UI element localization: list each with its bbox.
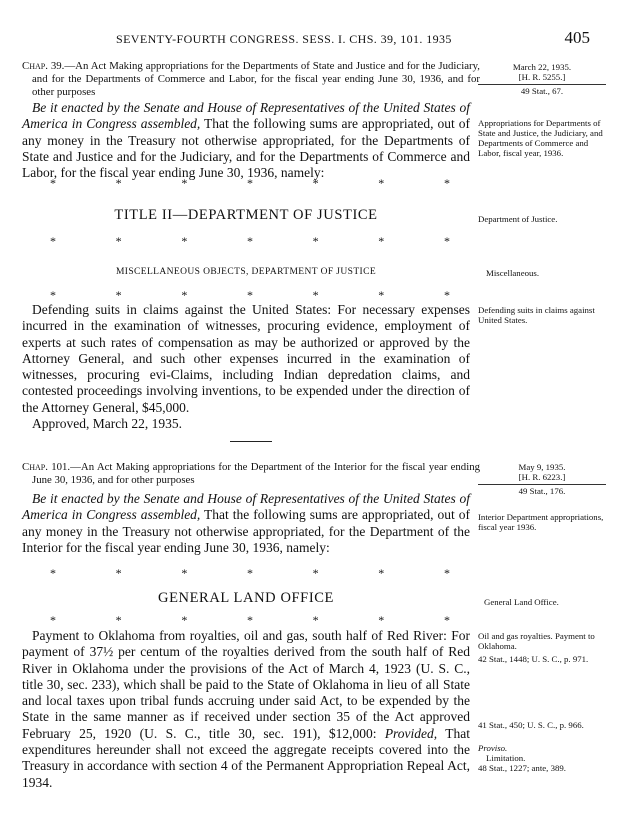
ch101-margin-date: May 9, 1935. bbox=[518, 462, 566, 472]
star: * bbox=[115, 566, 122, 580]
star: * bbox=[115, 288, 122, 302]
ch101-margin-meta bbox=[478, 462, 606, 496]
star: * bbox=[181, 234, 188, 248]
ch101-margin-proviso-block bbox=[478, 743, 606, 773]
ch39-enacting-clause bbox=[22, 100, 470, 181]
star: * bbox=[443, 566, 450, 580]
ch101-margin-41stat: 41 Stat., 450; U. S. C., p. 966. bbox=[478, 720, 584, 730]
ch101-margin-42stat: 42 Stat., 1448; U. S. C., p. 971. bbox=[478, 654, 589, 664]
ch101-caption-text: —An Act Making appropriations for the Department of the Interior for the fiscal year ending June 30, 1936, and for other purposes bbox=[32, 461, 481, 486]
ch39-enact-rest: That the following sums are appropriated, out of any money in the Treasury not otherwise appropriated, for the Departments of State and Justice and for the Judiciary, and for the Departments of Commerce and Labor, for the fiscal year ending June 30, 1936, namely: bbox=[22, 116, 470, 181]
star: * bbox=[50, 176, 56, 190]
star: * bbox=[378, 288, 385, 302]
running-head: SEVENTY-FOURTH CONGRESS. SESS. I. CHS. 39, 101. 1935 bbox=[116, 32, 452, 46]
star: * bbox=[50, 234, 56, 248]
ch101-margin-proviso: Proviso. bbox=[478, 743, 508, 753]
ch39-margin-bill: [H. R. 5255.] bbox=[518, 72, 566, 82]
stars-row bbox=[50, 289, 450, 301]
ch101-caption bbox=[22, 461, 480, 487]
star: * bbox=[50, 566, 56, 580]
ch101-proviso-rest: That expenditures hereunder shall not exceed the aggregate receipts covered into the Treasury in accordance with section 4 of the Permanent Appropriation Repeal Act, 1934. bbox=[22, 725, 471, 790]
ch39-margin-doj: Department of Justice. bbox=[478, 214, 558, 224]
ch39-body: Defending suits in claims against the United States: For necessary expenses incurred in the examination of witnesses, procuring evidence, employment of experts at such rates of compensation as may be authorized or approved by the Attorney General, and such other expenses incurred in the examination of witnesses, procuring evi-Claims, including Indian depredation claims, and contested proceedings involving inventions, to be expended under the direction of the Attorney General, $45,000. bbox=[22, 302, 470, 415]
star: * bbox=[246, 176, 253, 190]
star: * bbox=[443, 288, 450, 302]
star: * bbox=[443, 176, 450, 190]
ch101-margin-glo: General Land Office. bbox=[484, 597, 559, 607]
ch101-label: Chap. 101. bbox=[22, 461, 71, 473]
ch39-caption-text: —An Act Making appropriations for the Departments of State and Justice and for the Judiciary, and for the Departments of Commerce and Labor, for the fiscal year ending June 30, 1936, and for other purposes bbox=[32, 60, 480, 98]
star: * bbox=[50, 613, 56, 627]
star: * bbox=[246, 234, 253, 248]
star: * bbox=[181, 288, 188, 302]
ch101-margin-oil: Oil and gas royalties. Payment to Oklahoma. bbox=[478, 631, 595, 651]
ch39-approved: Approved, March 22, 1935. bbox=[32, 416, 182, 431]
star: * bbox=[312, 613, 319, 627]
star: * bbox=[181, 613, 188, 627]
ch39-margin-stat: 49 Stat., 67. bbox=[520, 86, 564, 96]
ch101-enact-rest: That the following sums are appropriated, out of any money in the Treasury not otherwise appropriated, for the Department of the Interior for the fiscal year ending June 30, 1936, namely: bbox=[22, 507, 470, 555]
star: * bbox=[378, 176, 385, 190]
ch101-enact-italic: Be it enacted by the Senate and House of Representatives of the United States of America in Congress assembled, bbox=[22, 491, 470, 523]
star: * bbox=[312, 176, 319, 190]
ch39-label: Chap. 39. bbox=[22, 60, 65, 72]
stars-row bbox=[50, 614, 450, 626]
ch39-caption bbox=[22, 60, 480, 99]
star: * bbox=[181, 566, 188, 580]
ch101-margin-rule bbox=[478, 484, 606, 485]
page-number: 405 bbox=[564, 28, 590, 47]
stars-row bbox=[50, 235, 450, 247]
ch101-margin-interior: Interior Department appropriations, fiscal year 1936. bbox=[478, 512, 604, 532]
ch39-enact-italic: Be it enacted by the Senate and House of Representatives of the United States of America in Congress assembled, bbox=[22, 100, 470, 132]
star: * bbox=[312, 234, 319, 248]
star: * bbox=[443, 234, 450, 248]
ch39-margin-defending: Defending suits in claims against United States. bbox=[478, 305, 595, 325]
ch101-margin-bill: [H. R. 6223.] bbox=[518, 472, 566, 482]
star: * bbox=[181, 176, 188, 190]
star: * bbox=[50, 288, 56, 302]
ch101-title: GENERAL LAND OFFICE bbox=[158, 590, 334, 606]
ch101-body-text: Payment to Oklahoma from royalties, oil and gas, south half of Red River: For payment of 37½ per centum of the royalties derived from the south half of Red River in Oklahoma under the provisions of the Act of March 4, 1923 (U. S. C., title 30, sec. 233), which shall be paid to the State of Oklahoma in lieu of all State and local taxes upon tribal funds accruing under said Act, to be expended by the State in the same manner as if received under section 35 of the Act approved February 25, 1920 (U. S. C., title 30, sec. 191), $12,000: bbox=[22, 628, 470, 741]
star: * bbox=[115, 234, 122, 248]
star: * bbox=[312, 566, 319, 580]
star: * bbox=[378, 234, 385, 248]
star: * bbox=[312, 288, 319, 302]
ch39-margin-appropriations: Appropriations for Departments of State and Justice, the Judiciary, and Departments of Commerce and Labor, fiscal year, 1936. bbox=[478, 118, 603, 158]
ch39-margin-date: March 22, 1935. bbox=[512, 62, 572, 72]
stars-row bbox=[50, 177, 450, 189]
section-divider bbox=[230, 441, 272, 442]
star: * bbox=[378, 613, 385, 627]
ch39-margin-misc: Miscellaneous. bbox=[486, 268, 540, 278]
star: * bbox=[246, 566, 253, 580]
ch101-enacting-clause bbox=[22, 491, 470, 556]
ch101-proviso-italic: Provided, bbox=[384, 725, 438, 741]
star: * bbox=[115, 176, 122, 190]
ch39-margin-meta bbox=[478, 62, 606, 96]
ch101-body bbox=[22, 628, 470, 791]
ch101-margin-limitation: Limitation. bbox=[486, 753, 526, 763]
page-header bbox=[60, 30, 600, 50]
star: * bbox=[443, 613, 450, 627]
ch39-title: TITLE II—DEPARTMENT OF JUSTICE bbox=[114, 207, 378, 223]
stars-row bbox=[50, 567, 450, 579]
ch101-margin-48stat: 48 Stat., 1227; ante, 389. bbox=[478, 763, 566, 773]
star: * bbox=[378, 566, 385, 580]
star: * bbox=[246, 288, 253, 302]
ch39-margin-rule bbox=[478, 84, 606, 85]
ch39-subtitle: MISCELLANEOUS OBJECTS, DEPARTMENT OF JUSTICE bbox=[115, 267, 377, 277]
star: * bbox=[115, 613, 122, 627]
ch101-margin-stat: 49 Stat., 176. bbox=[518, 486, 566, 496]
star: * bbox=[246, 613, 253, 627]
